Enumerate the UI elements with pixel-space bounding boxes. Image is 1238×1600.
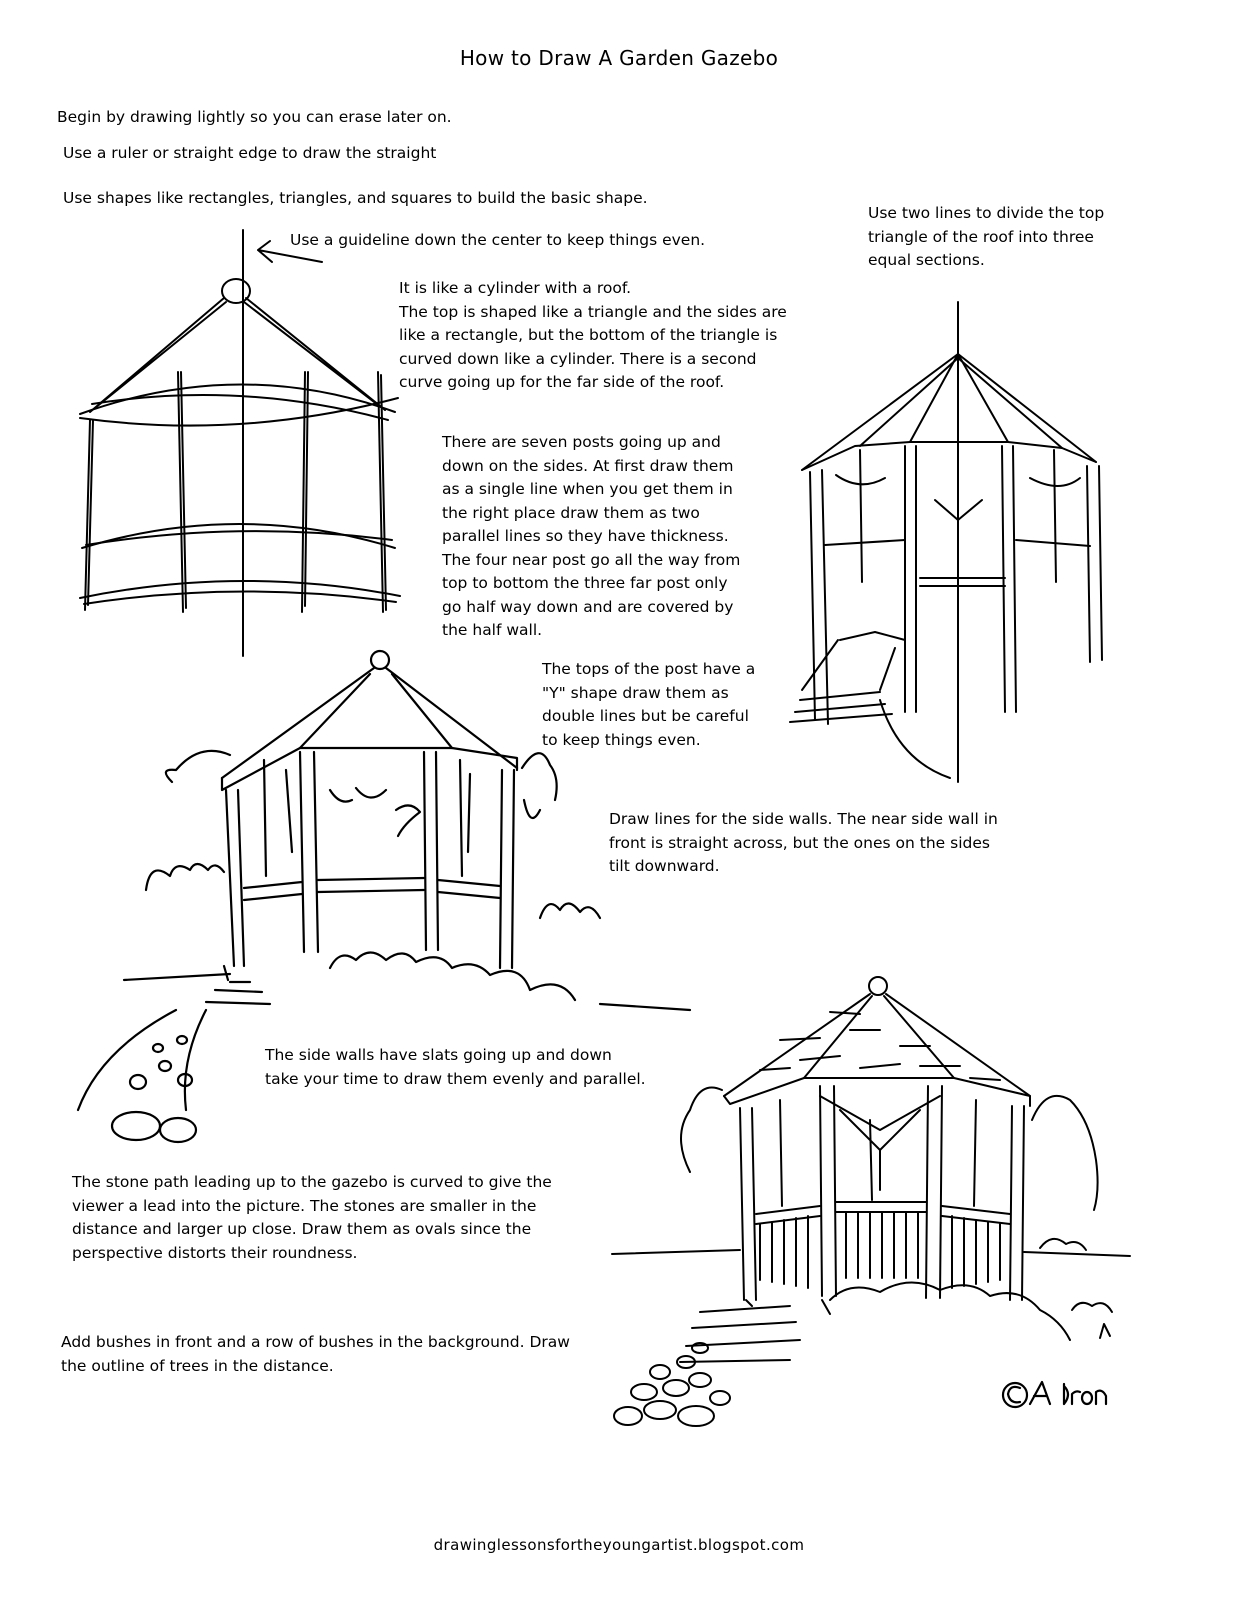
instruction-bushes: Add bushes in front and a row of bushes in the background. Draw the outline of trees in the distance. (61, 1333, 570, 1375)
instruction-shapes: Use shapes like rectangles, triangles, and squares to build the basic shape. (63, 189, 648, 207)
footer-url: drawinglessonsfortheyoungartist.blogspot.com (433, 1536, 805, 1554)
instruction-ruler: Use a ruler or straight edge to draw the straight (63, 144, 437, 162)
signature (1003, 1382, 1106, 1407)
instruction-cylinder: It is like a cylinder with a roof. The top is shaped like a triangle and the sides are like a rectangle, but the bottom of the triangle is curved down like a cylinder. There is a second curve going up for the far side of the roof. (399, 279, 787, 391)
sketch-step-2 (790, 302, 1102, 782)
page-title: How to Draw A Garden Gazebo (459, 46, 779, 70)
instruction-stone-path: The stone path leading up to the gazebo is curved to give the viewer a lead into the picture. The stones are smaller in the distance and larger up close. Draw them as ovals since the perspective distorts their roundness. (72, 1173, 552, 1262)
instruction-slats: The side walls have slats going up and down take your time to draw them evenly and parallel. (265, 1046, 646, 1088)
instruction-posts: There are seven posts going up and down on the sides. At first draw them as a single line when you get them in the right place draw them as two parallel lines so they have thickness. The four near post go all the way from top to bottom the three far post only go half way down and are covered by the half wall. (442, 433, 741, 639)
sketch-step-1 (80, 230, 400, 656)
instruction-side-walls: Draw lines for the side walls. The near side wall in front is straight across, but the ones on the sides tilt downward. (609, 810, 998, 875)
instruction-begin: Begin by drawing lightly so you can erase later on. (57, 108, 452, 126)
finished-gazebo (612, 977, 1130, 1426)
instruction-y-shape: The tops of the post have a "Y" shape draw them as double lines but be careful to keep things even. (542, 660, 756, 749)
sketch-step-3 (78, 651, 690, 1142)
instruction-two-lines: Use two lines to divide the top triangle of the roof into three equal sections. (868, 204, 1105, 269)
instruction-guideline: Use a guideline down the center to keep things even. (290, 231, 706, 249)
